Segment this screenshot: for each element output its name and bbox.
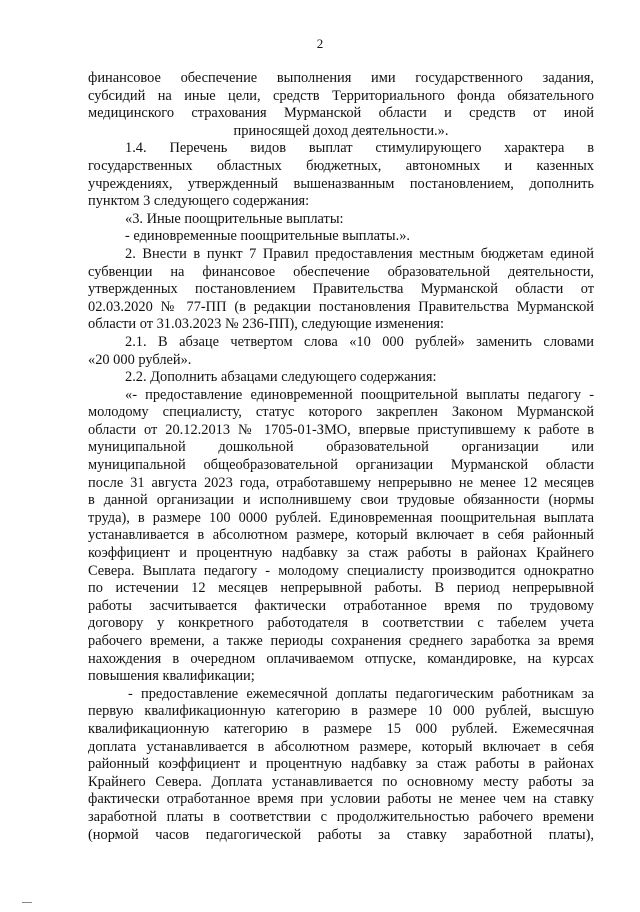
text-line: «20 000 рублей». xyxy=(88,351,192,368)
text-line: (нормой часов педагогической работы за ставку заработной платы), xyxy=(88,826,594,843)
text-line: субсидий на иные цели, средств Территориального фонда обязательного xyxy=(88,87,594,104)
text-line: области от 20.12.2013 № 1705-01-ЗМО, впервые приступившему к работе в xyxy=(88,421,594,438)
page-number: 2 xyxy=(316,36,324,51)
text-line: по истечении 12 месяцев непрерывной работы. В период непрерывной xyxy=(88,580,594,597)
text-line: 2. Внести в пункт 7 Правил предоставления местным бюджетам единой xyxy=(125,245,594,262)
text-line: 2.2. Дополнить абзацами следующего содержания: xyxy=(125,369,437,386)
text-line: медицинского страхования Мурманской области и средств от иной xyxy=(88,105,594,122)
text-line: повышения квалификации; xyxy=(88,668,255,685)
text-line: квалификационную категорию в размере 15 000 рублей. Ежемесячная xyxy=(88,720,594,737)
text-line: рабочего времени, а также периоды сохранения среднего заработка за время xyxy=(88,633,594,649)
text-line: фактически отработанное время при условии работы не менее чем на ставку xyxy=(88,791,594,808)
text-line: заработной платы в соответствии с продолжительностью рабочего времени xyxy=(88,808,594,825)
text-line: - единовременные поощрительные выплаты.». xyxy=(125,228,410,245)
text-line: Крайнего Севера. Доплата устанавливается по основному месту работы за xyxy=(88,773,594,790)
text-line: после 31 августа 2023 года, отработавшему непрерывно не менее 12 месяцев xyxy=(88,474,594,491)
text-line: «- предоставление единовременной поощрительной выплаты педагогу - xyxy=(125,386,594,403)
text-line: муниципальной общеобразовательной организации Мурманской области xyxy=(88,457,594,474)
text-line: в данной организации и исполнившему свои трудовые обязанности (нормы xyxy=(88,492,594,509)
text-line: утвержденных постановлением Правительства Мурманской области от xyxy=(88,281,594,298)
text-line: 1.4. Перечень видов выплат стимулирующего характера в xyxy=(125,140,594,157)
text-line: приносящей доход деятельности.». xyxy=(233,122,449,139)
document-body xyxy=(88,70,594,844)
text-line: муниципальной дошкольной образовательной организации или xyxy=(88,439,594,456)
text-line: работы засчитывается фактически отработанное время по трудовому xyxy=(88,597,594,614)
text-line: государственных областных бюджетных, автономных и казенных xyxy=(88,157,594,174)
text-line: учреждениях, утвержденный вышеназванным постановлением, дополнить xyxy=(88,175,594,192)
text-line: пунктом 3 следующего содержания: xyxy=(88,193,310,210)
text-line: области от 31.03.2023 № 236-ПП), следующие изменения: xyxy=(88,316,445,333)
text-line: коэффициент и процентную надбавку за стаж работы в районах Крайнего xyxy=(88,545,594,562)
text-line: финансовое обеспечение выполнения ими государственного задания, xyxy=(88,70,594,86)
text-line: районный коэффициент и процентную надбавку за стаж работы в районах xyxy=(88,756,594,773)
text-line: первую квалификационную категорию в размере 10 000 рублей, высшую xyxy=(88,703,594,720)
text-line: «3. Иные поощрительные выплаты: xyxy=(125,210,344,227)
text-line: нахождения в очередном оплачиваемом отпуске, командировке, на курсах xyxy=(88,650,594,667)
text-line: 2.1. В абзаце четвертом слова «10 000 рублей» заменить словами xyxy=(125,333,594,350)
scan-mark xyxy=(22,902,32,903)
text-line: труда), в размере 100 0000 рублей. Единовременная поощрительная выплата xyxy=(88,509,594,526)
text-line: субвенции на финансовое обеспечение образовательной деятельности, xyxy=(88,263,594,280)
text-line: устанавливается в абсолютном размере, который включает в себя районный xyxy=(88,527,594,544)
text-line: - предоставление ежемесячной доплаты педагогическим работникам за xyxy=(128,685,594,702)
text-line: 02.03.2020 № 77-ПП (в редакции постановления Правительства Мурманской xyxy=(88,298,594,315)
text-line: молодому специалисту, статус которого закреплен Законом Мурманской xyxy=(88,404,594,421)
text-line: доплата устанавливается в абсолютном размере, который включает в себя xyxy=(88,738,594,755)
text-line: Севера. Выплата педагогу - молодому специалисту производится однократно xyxy=(88,562,594,579)
text-line: договору у конкретного работодателя в соответствии с табелем учета xyxy=(88,615,594,632)
